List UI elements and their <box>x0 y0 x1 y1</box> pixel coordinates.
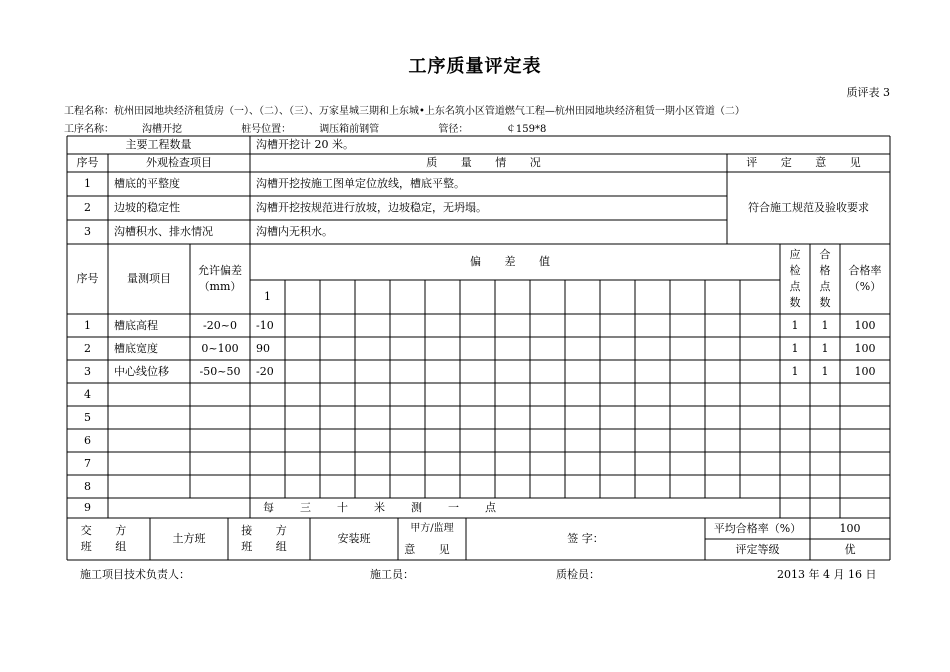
appearance-row-status: 沟槽内无积水。 <box>256 225 333 238</box>
measure-row-dev <box>250 383 285 406</box>
avg-rate-value: 100 <box>839 521 861 535</box>
appearance-row-no: 3 <box>84 225 91 238</box>
measure-row-dev: -20 <box>256 364 274 378</box>
measure-row-should: 1 <box>791 364 799 378</box>
measure-row-item <box>108 383 190 406</box>
measure-row-dev <box>250 406 285 429</box>
header-rate: 合格率（%） <box>848 264 882 293</box>
measure-row-allow: -50~50 <box>199 364 241 378</box>
measure-row-item <box>108 406 190 429</box>
party-a-opinion: 意 见 <box>404 542 460 556</box>
appearance-row-item: 沟槽积水、排水情况 <box>114 225 213 238</box>
measure-row-no: 8 <box>84 479 91 493</box>
measure-row-pass <box>810 406 840 429</box>
measure-row-rate: 100 <box>854 318 876 332</box>
header-opinion: 评 定 意 见 <box>746 156 871 169</box>
measure-row-no: 9 <box>84 501 91 514</box>
note-char: 一 <box>448 501 459 514</box>
measure-row-rate <box>840 452 890 475</box>
main-quantity-value: 沟槽开挖计 20 米。 <box>256 138 354 151</box>
measure-row-dev <box>250 475 285 498</box>
inspector-label: 质检员： <box>556 568 600 581</box>
handover-label: 交 方 班 组 <box>80 524 137 553</box>
measure-row-no: 5 <box>84 410 91 424</box>
measure-row-no: 1 <box>84 318 91 332</box>
measure-row-no: 6 <box>84 433 91 447</box>
note-char: 点 <box>485 501 496 514</box>
sign-label: 签 字： <box>567 532 604 545</box>
measure-row-rate <box>840 475 890 498</box>
measure-row-pass <box>810 383 840 406</box>
appearance-row-no: 1 <box>84 177 91 190</box>
measure-row-rate <box>840 383 890 406</box>
header-deviation: 偏 差 值 <box>470 255 560 268</box>
measure-row-pass <box>810 475 840 498</box>
measure-row-item: 槽底宽度 <box>114 341 158 355</box>
measure-row-rate <box>840 406 890 429</box>
header-allow: 允许偏差（mm） <box>198 264 242 293</box>
measure-row-should <box>780 406 810 429</box>
page-title: 工序质量评定表 <box>408 56 542 77</box>
note-char: 十 <box>337 501 348 514</box>
process-name: 工序名称： 沟槽开挖 <box>64 124 182 135</box>
appearance-row-item: 槽底的平整度 <box>114 177 180 190</box>
main-quantity-label: 主要工程数量 <box>125 138 192 151</box>
measure-row-dev <box>250 429 285 452</box>
measure-row-allow <box>190 429 250 452</box>
measure-row-allow <box>190 452 250 475</box>
note-char: 每 <box>263 501 274 514</box>
measure-row-item <box>108 475 190 498</box>
worker-label: 施工员： <box>370 568 414 581</box>
receiver-label: 接 方 班 组 <box>241 524 297 553</box>
measure-row-should: 1 <box>791 318 799 332</box>
measure-row-item: 中心线位移 <box>114 364 169 378</box>
appearance-row-status: 沟槽开挖按规范进行放坡，边坡稳定，无坍塌。 <box>256 201 487 214</box>
grade-label: 评定等级 <box>735 542 780 556</box>
receiver-team: 安装班 <box>337 532 371 545</box>
measure-row-allow <box>190 383 250 406</box>
appearance-row-no: 2 <box>84 201 91 214</box>
measure-row-no: 2 <box>84 341 91 355</box>
project-label: 工程名称： <box>64 106 114 117</box>
measure-row-allow: -20~0 <box>203 318 237 332</box>
measure-row-pass <box>810 452 840 475</box>
measure-row-dev: -10 <box>256 318 274 332</box>
project-value: 杭州田园地块经济租赁房（一）、（二）、（三）、万家星城三期和上东城•上东名筑小区管道燃气工程—杭州田园地块经济租赁一期小区管道（二） <box>114 106 745 117</box>
form-number: 质评表 3 <box>846 86 890 99</box>
station-position: 桩号位置： 调压箱前钢管 <box>241 124 380 135</box>
tech-lead-label: 施工项目技术负责人： <box>80 568 190 581</box>
measure-row-should <box>780 452 810 475</box>
measure-row-should <box>780 429 810 452</box>
measure-row-should <box>780 383 810 406</box>
measure-row-allow <box>190 406 250 429</box>
measure-row-rate: 100 <box>854 341 876 355</box>
header-seq: 序号 <box>76 156 99 169</box>
measure-row-rate: 100 <box>854 364 876 378</box>
note-char: 米 <box>374 501 385 514</box>
header-seq-measure: 序号 <box>76 272 99 285</box>
measure-row-dev: 90 <box>256 341 270 355</box>
header-appearance: 外观检查项目 <box>146 156 212 169</box>
measure-row-allow: 0~100 <box>201 341 239 355</box>
measure-row-item: 槽底高程 <box>114 318 158 332</box>
measure-row-no: 3 <box>84 364 91 378</box>
note-char: 测 <box>411 501 422 514</box>
measure-row-rate <box>840 429 890 452</box>
appearance-row-item: 边坡的稳定性 <box>114 201 180 214</box>
party-a-label: 甲方/监理 <box>410 522 454 534</box>
measure-row-no: 7 <box>84 456 91 470</box>
note-char: 三 <box>300 501 311 514</box>
measure-row-pass <box>810 429 840 452</box>
measure-row-dev <box>250 452 285 475</box>
appearance-row-status: 沟槽开挖按施工图单定位放线，槽底平整。 <box>256 177 465 190</box>
header-pass: 合格点数 <box>819 248 831 309</box>
measure-row-allow <box>190 475 250 498</box>
handover-team: 土方班 <box>172 532 206 545</box>
grade-value: 优 <box>844 542 856 556</box>
avg-rate-label: 平均合格率（%） <box>713 521 802 535</box>
pipe-diameter: 管径： ￠159*8 <box>438 124 547 135</box>
header-measure-item: 量测项目 <box>127 272 171 285</box>
measure-row-no: 4 <box>84 387 91 401</box>
opinion-text: 符合施工规范及验收要求 <box>748 201 869 214</box>
header-dev-1: 1 <box>264 290 271 303</box>
header-quality: 质 量 情 况 <box>426 156 551 169</box>
measure-row-should: 1 <box>791 341 799 355</box>
measure-row-pass: 1 <box>821 341 829 355</box>
header-should: 应检点数 <box>789 248 801 309</box>
measure-row-item <box>108 429 190 452</box>
date-label: 2013 年 4 月 16 日 <box>777 568 877 581</box>
measure-row-pass: 1 <box>821 364 829 378</box>
measure-row-should <box>780 475 810 498</box>
measure-row-pass: 1 <box>821 318 829 332</box>
measure-row-item <box>108 452 190 475</box>
